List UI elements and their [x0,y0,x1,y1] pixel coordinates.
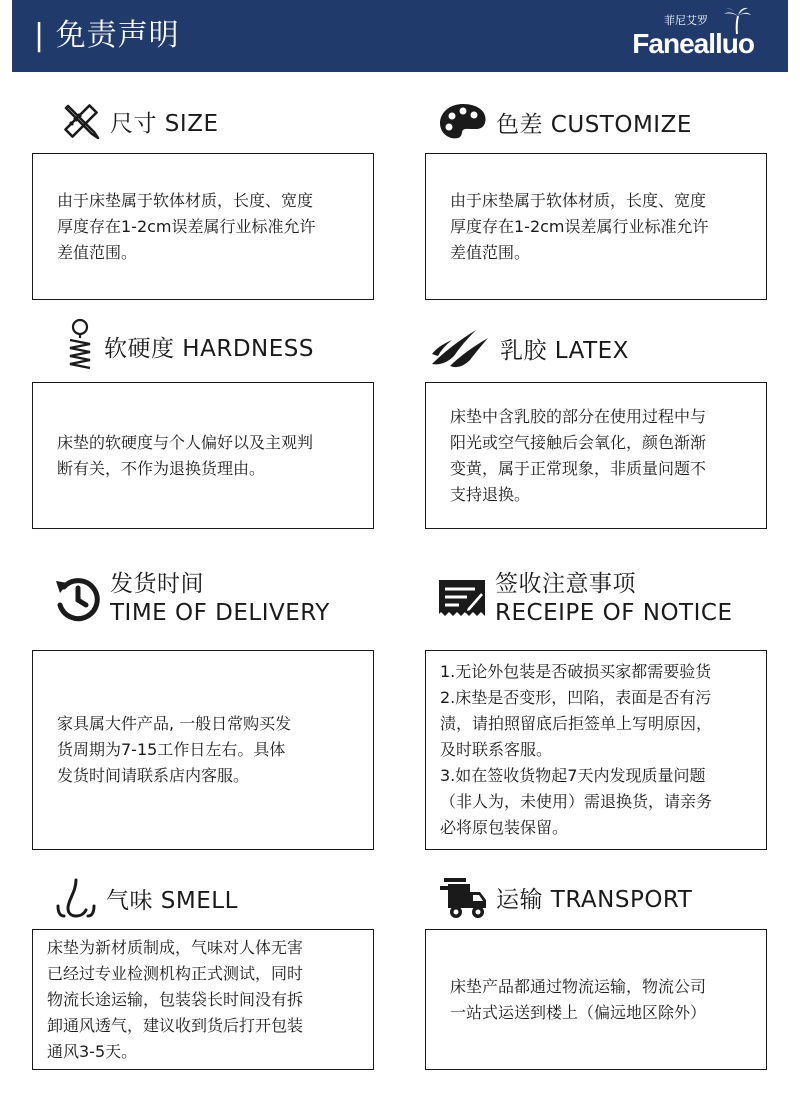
notice-title-cn: 签收注意事项 [495,571,636,597]
smell-line: 通风3-5天。 [47,1041,138,1061]
nose-icon [54,876,98,920]
smell-line: 物流长途运输，包装袋长时间没有拆 [47,989,304,1009]
color-heading [438,102,692,142]
brand-logo [632,8,754,64]
delivery-line: 货周期为7-15工作日左右。具体 [57,740,286,759]
latex-text [450,404,706,508]
size-line: 厚度存在1-2cm误差属行业标准允许 [57,216,316,236]
hardness-line: 床垫的软硬度与个人偏好以及主观判 [57,432,314,452]
hardness-title: 软硬度 HARDNESS [104,335,314,362]
color-box [425,153,767,300]
color-title: 色差 CUSTOMIZE [496,111,692,138]
palette-icon [438,102,488,142]
color-line: 差值范围。 [450,242,531,262]
notice-heading [437,570,732,628]
size-heading [60,100,218,142]
logo-english: Fanealluo [632,28,754,59]
smell-title: 气味 SMELL [106,887,238,914]
delivery-line: 发货时间请联系店内客服。 [57,766,250,785]
delivery-heading [54,570,330,628]
notice-line: （非人为，未使用）需退换货，请亲务 [440,792,713,811]
transport-box [425,929,767,1070]
smell-box [32,929,374,1070]
ruler-pencil-icon [60,100,102,142]
latex-line: 阳光或空气接触后会氧化，颜色渐渐 [450,432,707,452]
notice-line: 1.无论外包装是否破损买家都需要验货 [440,662,712,681]
page-title: | 免责声明 [34,18,180,53]
notice-title-en: RECEIPE OF NOTICE [495,600,733,626]
logo-chinese: 菲尼艾罗 [664,14,708,27]
delivery-box [32,650,374,850]
notice-line: 渍，请拍照留底后拒签单上写明原因， [440,714,713,733]
transport-title: 运输 TRANSPORT [496,886,693,913]
latex-title: 乳胶 LATEX [500,337,629,364]
smell-line: 床垫为新材质制成，气味对人体无害 [47,937,304,957]
latex-heading [430,326,629,370]
smell-heading [54,876,238,920]
transport-text [450,974,706,1026]
transport-line: 床垫产品都通过物流运输，物流公司 [450,976,707,996]
truck-icon [438,874,488,920]
latex-box [425,382,767,529]
hardness-box [32,382,374,529]
delivery-title-cn: 发货时间 [110,571,204,597]
color-text [450,188,709,266]
hardness-heading [64,318,314,374]
size-text [57,188,316,266]
color-line: 厚度存在1-2cm误差属行业标准允许 [450,216,709,236]
size-box [32,153,374,300]
notice-text [440,659,712,841]
hardness-text [57,430,313,482]
spring-icon [64,318,96,374]
size-title: 尺寸 SIZE [110,110,219,137]
smell-line: 卸通风透气，建议收到货后打开包装 [47,1015,304,1035]
hardness-line: 断有关，不作为退换货理由。 [57,458,266,478]
transport-line: 一站式运送到楼上（偏远地区除外） [450,1002,707,1022]
smell-text [47,935,303,1065]
transport-heading [438,874,692,920]
receipt-icon [437,578,487,620]
header-banner [12,0,788,72]
latex-line: 支持退换。 [450,484,531,504]
size-line: 差值范围。 [57,242,138,262]
clock-icon [54,575,102,623]
notice-box [425,650,767,850]
notice-line: 2.床垫是否变形，凹陷，表面是否有污 [440,688,712,707]
delivery-line: 家具属大件产品, 一般日常购买发 [57,714,292,733]
latex-line: 变黄，属于正常现象，非质量问题不 [450,458,707,478]
notice-line: 3.如在签收货物起7天内发现质量问题 [440,766,706,785]
delivery-title-en: TIME OF DELIVERY [110,600,330,626]
delivery-text [57,711,291,789]
latex-line: 床垫中含乳胶的部分在使用过程中与 [450,406,707,426]
smell-line: 已经过专业检测机构正式测试，同时 [47,963,304,983]
color-line: 由于床垫属于软体材质，长度、宽度 [450,190,707,210]
latex-wave-icon [430,326,492,370]
size-line: 由于床垫属于软体材质，长度、宽度 [57,190,314,210]
notice-line: 及时联系客服。 [440,740,553,759]
notice-line: 必将原包装保留。 [440,818,569,837]
